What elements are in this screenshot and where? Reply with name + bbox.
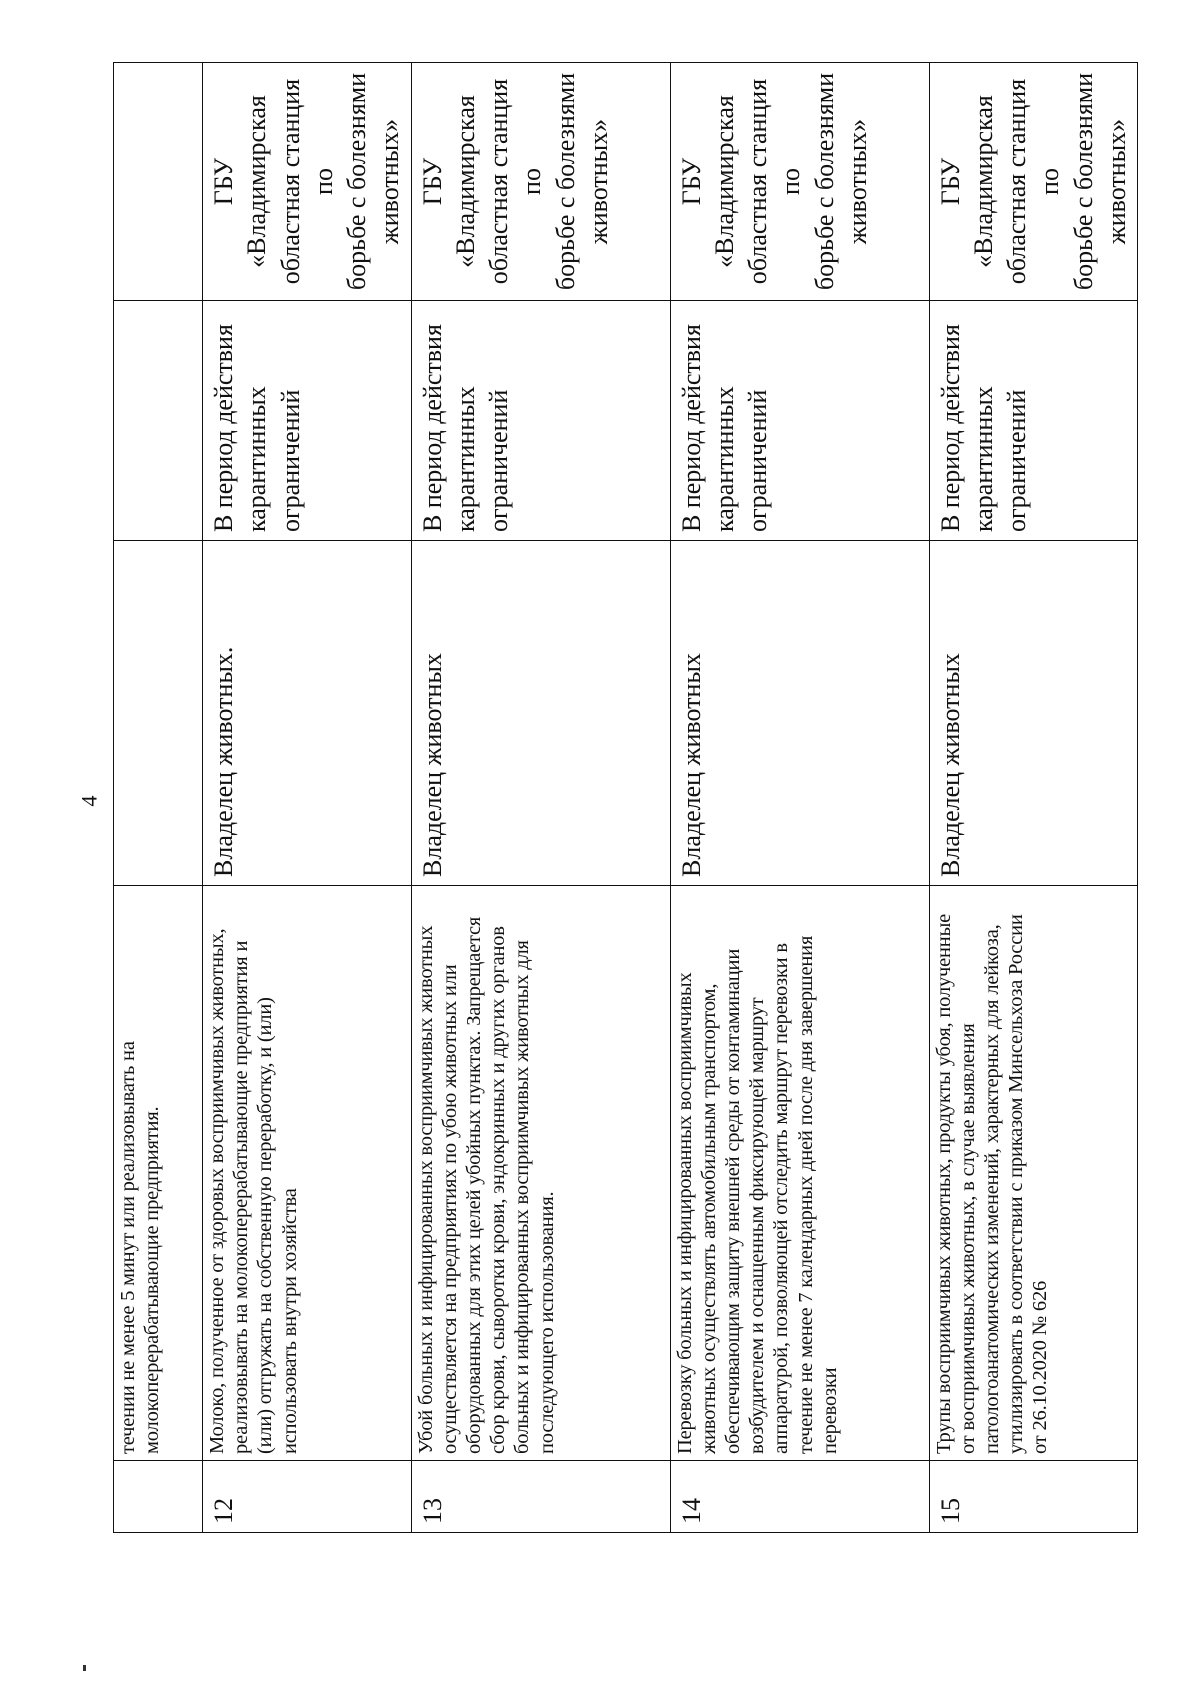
- executor-line: борьбе с болезнями: [809, 72, 839, 291]
- executor-line: животных»: [375, 118, 405, 245]
- executor-line: борьбе с болезнями: [342, 72, 372, 291]
- row-number-cell: 12: [203, 1461, 412, 1533]
- responsible-cell: Владелец животных: [670, 541, 929, 886]
- executor-cell: [929, 63, 1138, 301]
- measure-cell: Перевозку больных и инфицированных восприимчивых животных осуществлять автомобильным транспортом, обеспечивающим защиту внешней среды от контаминации возбудителем и оснащенным фиксирующей маршрут аппаратурой, позволяющей отследить маршрут перевозки в течение не менее 7 календарных дней после дня завершения перевозки: [670, 886, 929, 1461]
- period-cell: В период действия карантинных ограничений: [411, 301, 670, 541]
- table-row: [929, 63, 1138, 1533]
- executor-cell: [203, 63, 412, 301]
- executor-cell: [411, 63, 670, 301]
- row-number-cell: 13: [411, 1461, 670, 1533]
- period-cell: [114, 301, 203, 541]
- row-number-cell: 14: [670, 1461, 929, 1533]
- measures-table-wrapper: [113, 63, 1131, 1533]
- executor-line: борьбе с болезнями: [550, 72, 580, 291]
- executor-line: животных»: [583, 118, 613, 245]
- table-row: [203, 63, 412, 1533]
- executor-line: ГБУ «Владимирская: [209, 95, 272, 268]
- responsible-cell: Владелец животных: [929, 541, 1138, 886]
- executor-line: ГБУ «Владимирская: [676, 95, 739, 268]
- table-row: [411, 63, 670, 1533]
- row-number-cell: [114, 1461, 203, 1533]
- executor-line: ГБУ «Владимирская: [417, 95, 480, 268]
- table-row: [114, 63, 203, 1533]
- measure-cell: течении не менее 5 минут или реализовывать на молокоперерабатывающие предприятия.: [114, 886, 203, 1461]
- executor-line: борьбе с болезнями: [1068, 72, 1098, 291]
- measure-cell: Убой больных и инфицированных восприимчивых животных осуществляется на предприятиях по убою животных или оборудованных для этих целей убойных пунктах. Запрещается сбор крови, сыворотки крови, эндокринных и других органов больных и инфицированных восприимчивых животных для последующего использования.: [411, 886, 670, 1461]
- executor-line: областная станция по: [1002, 78, 1065, 285]
- period-cell: В период действия карантинных ограничений: [929, 301, 1138, 541]
- responsible-cell: [114, 541, 203, 886]
- measure-cell: Трупы восприимчивых животных, продукты убоя, полученные от восприимчивых животных, в случае выявления патологоанатомических изменений, характерных для лейкоза, утилизировать в соответствии с приказом Минсельхоза России от 26.10.2020 № 626: [929, 886, 1138, 1461]
- scan-mark: [83, 1665, 86, 1671]
- executor-cell: [670, 63, 929, 301]
- responsible-cell: Владелец животных: [411, 541, 670, 886]
- executor-line: областная станция по: [743, 78, 806, 285]
- row-number-cell: 15: [929, 1461, 1138, 1533]
- responsible-cell: Владелец животных.: [203, 541, 412, 886]
- executor-cell: [114, 63, 203, 301]
- table-row: [670, 63, 929, 1533]
- executor-line: областная станция по: [275, 78, 338, 285]
- measures-table: [113, 62, 1138, 1533]
- executor-line: ГБУ «Владимирская: [935, 95, 998, 268]
- executor-line: областная станция по: [484, 78, 547, 285]
- executor-line: животных»: [1101, 118, 1131, 245]
- executor-line: животных»: [842, 118, 872, 245]
- page-number: 4: [76, 795, 102, 807]
- period-cell: В период действия карантинных ограничений: [203, 301, 412, 541]
- period-cell: В период действия карантинных ограничений: [670, 301, 929, 541]
- measure-cell: Молоко, полученное от здоровых восприимчивых животных, реализовывать на молокоперерабатывающие предприятия и (или) отгружать на собственную переработку, и (или) использовать внутри хозяйства: [203, 886, 412, 1461]
